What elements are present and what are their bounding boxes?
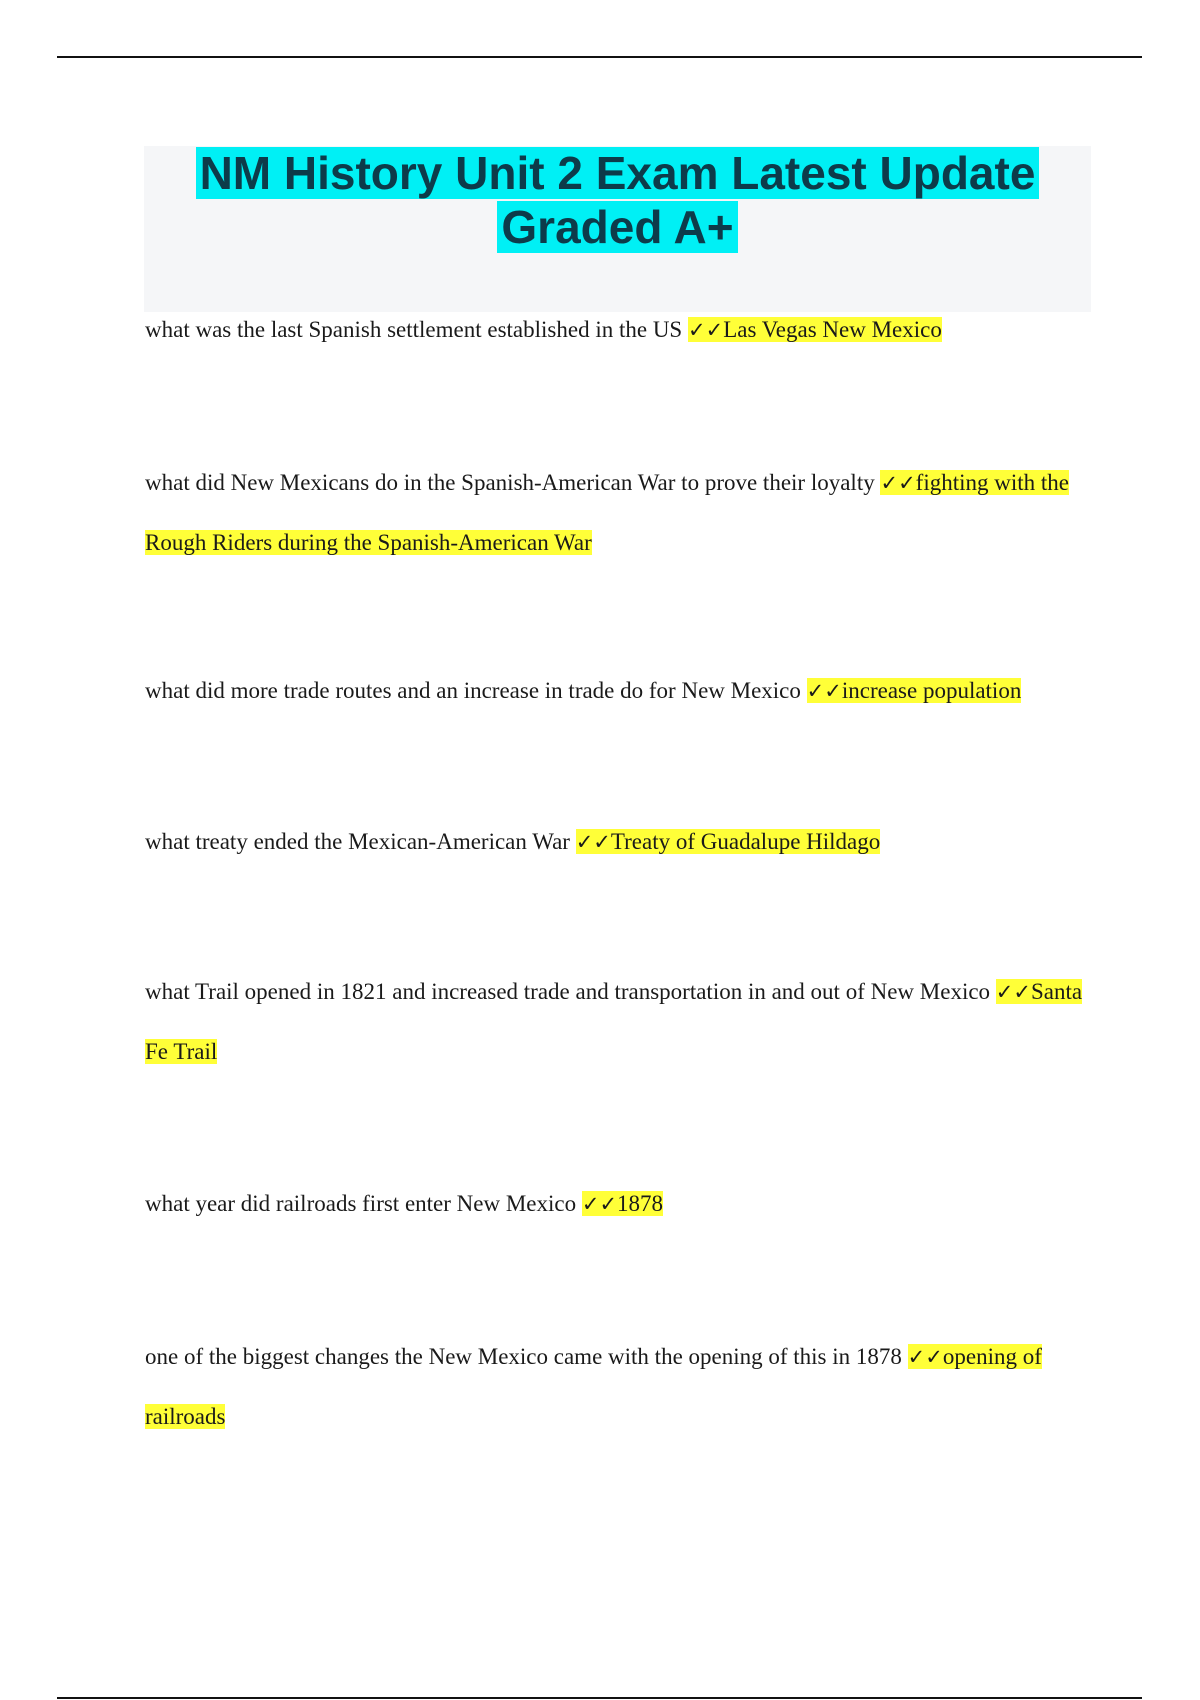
question-text: what year did railroads first enter New Mexico bbox=[145, 1191, 577, 1216]
double-check-icon: ✓✓ bbox=[907, 1345, 943, 1369]
double-check-icon: ✓✓ bbox=[806, 679, 842, 703]
qa-item-1 bbox=[145, 300, 1095, 360]
bottom-rule bbox=[57, 1697, 1142, 1699]
question-text: what treaty ended the Mexican-American War bbox=[145, 829, 570, 854]
question-text: what did New Mexicans do in the Spanish-American War to prove their loyalty bbox=[145, 470, 875, 495]
question-text: one of the biggest changes the New Mexico came with the opening of this in 1878 bbox=[145, 1344, 902, 1369]
question-text: what Trail opened in 1821 and increased trade and transportation in and out of New Mexico bbox=[145, 979, 991, 1004]
double-check-icon: ✓✓ bbox=[581, 1192, 618, 1216]
double-check-icon: ✓✓ bbox=[880, 471, 916, 495]
answer-highlight bbox=[576, 829, 881, 854]
qa-item-7 bbox=[145, 1327, 1095, 1446]
page-title-line-1: NM History Unit 2 Exam Latest Update bbox=[196, 147, 1040, 199]
qa-item-5 bbox=[145, 962, 1095, 1081]
double-check-icon: ✓✓ bbox=[575, 830, 611, 854]
answer-text: Santa Fe Trail bbox=[145, 979, 1083, 1064]
answer-text: fighting with the Rough Riders during the Spanish-American War bbox=[145, 470, 1069, 555]
double-check-icon: ✓✓ bbox=[687, 318, 724, 342]
answer-highlight bbox=[807, 678, 1022, 703]
answer-text: Las Vegas New Mexico bbox=[723, 317, 942, 342]
qa-item-6 bbox=[145, 1174, 1095, 1234]
answer-text: increase population bbox=[841, 678, 1022, 703]
qa-item-2 bbox=[145, 453, 1095, 572]
page-title-line-2: Graded A+ bbox=[497, 201, 737, 253]
title-block bbox=[144, 146, 1091, 312]
qa-item-3 bbox=[145, 661, 1095, 721]
answer-highlight bbox=[582, 1191, 663, 1216]
question-text: what did more trade routes and an increase in trade do for New Mexico bbox=[145, 678, 801, 703]
answer-highlight bbox=[688, 317, 942, 342]
question-text: what was the last Spanish settlement established in the US bbox=[145, 317, 683, 342]
answer-text: Treaty of Guadalupe Hildago bbox=[610, 829, 881, 854]
answer-text: 1878 bbox=[617, 1191, 664, 1216]
double-check-icon: ✓✓ bbox=[995, 980, 1031, 1004]
top-rule bbox=[57, 56, 1142, 58]
answer-text: opening of railroads bbox=[145, 1344, 1042, 1429]
qa-item-4 bbox=[145, 812, 1095, 872]
